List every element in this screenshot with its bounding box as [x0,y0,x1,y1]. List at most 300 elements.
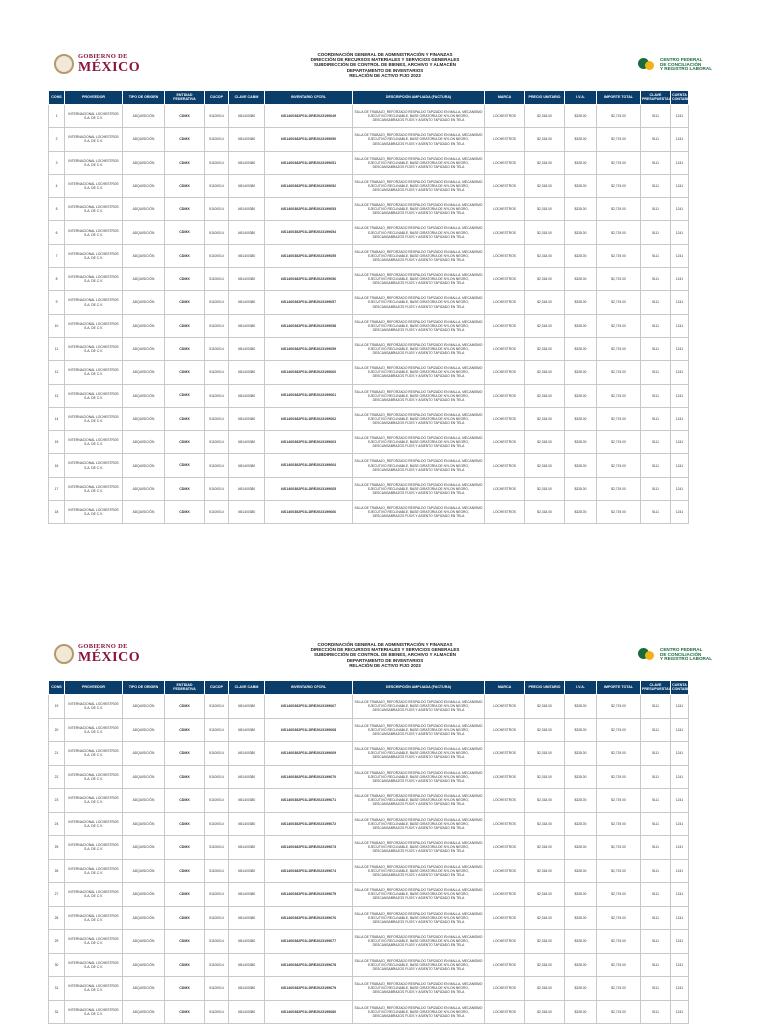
table-row [49,477,689,500]
cell-inventario: I4S1400382F01LDRE2023199666 [265,501,353,524]
cell-origen: ADQUISICIÓN [123,501,165,524]
cell-iva: $328.00 [565,742,597,766]
cell-cabm: I451400380 [229,431,265,454]
cell-cucop: 51100014 [205,1000,229,1024]
cell-iva: $328.00 [565,337,597,360]
cell-cuenta: 1241 [671,174,689,197]
gobierno-de-mexico-logo [54,54,140,75]
cell-proveedor: INTERNACIONAL LOCHESTROS S.A. DE C.V. [65,407,123,430]
cell-clave: 5111 [641,977,671,1001]
cell-cons: 1 [49,105,65,128]
cell-marca: LOCHESTROS [485,244,525,267]
column-header: TIPO DE ORIGEN [123,91,165,105]
cell-cons: 8 [49,268,65,291]
cell-importe: $2,719.00 [597,695,641,719]
cell-entidad: CDMX [165,431,205,454]
table-header-row [49,91,689,105]
cell-cons: 20 [49,718,65,742]
cell-marca: LOCHESTROS [485,291,525,314]
cell-cabm: I451400380 [229,789,265,813]
cell-cucop: 51100014 [205,859,229,883]
table-row [49,906,689,930]
cell-inventario: I4S1400382F01LDRE2023199669 [265,742,353,766]
cell-proveedor: INTERNACIONAL LOCHESTROS S.A. DE C.V. [65,789,123,813]
cell-cucop: 51100014 [205,314,229,337]
cell-proveedor: INTERNACIONAL LOCHESTROS S.A. DE C.V. [65,718,123,742]
cell-entidad: CDMX [165,337,205,360]
document-page-1 [0,40,768,519]
table-row [49,384,689,407]
cell-origen: ADQUISICIÓN [123,859,165,883]
cell-cucop: 51100014 [205,244,229,267]
table-row [49,361,689,384]
cell-entidad: CDMX [165,454,205,477]
cell-cuenta: 1241 [671,268,689,291]
cell-inventario: I4S1400382F01LDRE2023199655 [265,244,353,267]
cell-marca: LOCHESTROS [485,337,525,360]
cell-clave: 5111 [641,454,671,477]
cell-descripcion: SILLA DE TRABAJO_REFORZADO RESPALDO TAPIZADO EN MALLA, MECANISMO EJECUTIVO RECLINABLE, BASE GIRATORIA DE NYLON NEGRO, DESCANSABRAZOS FIJOS Y ASIENTO TAPIZADO EN TELA [353,977,485,1001]
title-line: COORDINACIÓN GENERAL DE ADMINISTRACIÓN Y FINANZAS [317,642,453,647]
cell-entidad: CDMX [165,718,205,742]
cell-marca: LOCHESTROS [485,221,525,244]
cell-inventario: I4S1400382F01LDRE2023199665 [265,477,353,500]
cell-descripcion: SILLA DE TRABAJO_REFORZADO RESPALDO TAPIZADO EN MALLA, MECANISMO EJECUTIVO RECLINABLE, BASE GIRATORIA DE NYLON NEGRO, DESCANSABRAZOS FIJOS Y ASIENTO TAPIZADO EN TELA [353,198,485,221]
column-header: INVENTARIO CFCRL [265,91,353,105]
cell-cuenta: 1241 [671,765,689,789]
cell-proveedor: INTERNACIONAL LOCHESTROS S.A. DE C.V. [65,244,123,267]
cell-importe: $2,719.00 [597,789,641,813]
cell-entidad: CDMX [165,742,205,766]
cell-importe: $2,719.00 [597,221,641,244]
table-row [49,930,689,954]
cell-descripcion: SILLA DE TRABAJO_REFORZADO RESPALDO TAPIZADO EN MALLA, MECANISMO EJECUTIVO RECLINABLE, BASE GIRATORIA DE NYLON NEGRO, DESCANSABRAZOS FIJOS Y ASIENTO TAPIZADO EN TELA [353,151,485,174]
cell-inventario: I4S1400382F01LDRE2023199675 [265,883,353,907]
cell-origen: ADQUISICIÓN [123,431,165,454]
cell-proveedor: INTERNACIONAL LOCHESTROS S.A. DE C.V. [65,765,123,789]
column-header: CLAVE CABM [229,681,265,695]
cell-iva: $328.00 [565,859,597,883]
title-line: COORDINACIÓN GENERAL DE ADMINISTRACIÓN Y FINANZAS [317,52,453,57]
cfcrl-text-line: DE CONCILIACIÓN [660,61,702,67]
cell-cabm: I451400380 [229,291,265,314]
cell-entidad: CDMX [165,859,205,883]
cell-marca: LOCHESTROS [485,477,525,500]
table-row [49,501,689,524]
cell-precio: $2,318.00 [525,431,565,454]
table-row [49,291,689,314]
cell-importe: $2,719.00 [597,174,641,197]
table-header-row [49,681,689,695]
cell-proveedor: INTERNACIONAL LOCHESTROS S.A. DE C.V. [65,268,123,291]
cell-cuenta: 1241 [671,883,689,907]
cell-clave: 5111 [641,789,671,813]
table-row [49,812,689,836]
cell-entidad: CDMX [165,407,205,430]
cell-precio: $2,318.00 [525,105,565,128]
cell-precio: $2,318.00 [525,742,565,766]
cell-clave: 5111 [641,174,671,197]
cell-iva: $328.00 [565,930,597,954]
cell-clave: 5111 [641,128,671,151]
cell-origen: ADQUISICIÓN [123,953,165,977]
cell-marca: LOCHESTROS [485,268,525,291]
cell-proveedor: INTERNACIONAL LOCHESTROS S.A. DE C.V. [65,742,123,766]
cell-descripcion: SILLA DE TRABAJO_REFORZADO RESPALDO TAPIZADO EN MALLA, MECANISMO EJECUTIVO RECLINABLE, BASE GIRATORIA DE NYLON NEGRO, DESCANSABRAZOS FIJOS Y ASIENTO TAPIZADO EN TELA [353,314,485,337]
cell-cabm: I451400380 [229,930,265,954]
title-line: SUBDIRECCIÓN DE CONTROL DE BIENES, ARCHIVO Y ALMACÉN [314,62,456,68]
cell-importe: $2,719.00 [597,314,641,337]
cell-cabm: I451400380 [229,1000,265,1024]
cell-inventario: I4S1400382F01LDRE2023199678 [265,953,353,977]
cell-cucop: 51100014 [205,977,229,1001]
cell-origen: ADQUISICIÓN [123,883,165,907]
cell-cucop: 51100014 [205,174,229,197]
cell-importe: $2,719.00 [597,718,641,742]
cell-clave: 5111 [641,695,671,719]
cell-cucop: 51100014 [205,695,229,719]
cell-clave: 5111 [641,198,671,221]
cell-cuenta: 1241 [671,718,689,742]
cell-marca: LOCHESTROS [485,361,525,384]
cell-origen: ADQUISICIÓN [123,742,165,766]
cell-precio: $2,318.00 [525,174,565,197]
cell-clave: 5111 [641,953,671,977]
cfcrl-mark-icon [638,646,656,664]
cell-marca: LOCHESTROS [485,953,525,977]
cell-descripcion: SILLA DE TRABAJO_REFORZADO RESPALDO TAPIZADO EN MALLA, MECANISMO EJECUTIVO RECLINABLE, BASE GIRATORIA DE NYLON NEGRO, DESCANSABRAZOS FIJOS Y ASIENTO TAPIZADO EN TELA [353,477,485,500]
column-header: TIPO DE ORIGEN [123,681,165,695]
cell-iva: $328.00 [565,765,597,789]
cell-proveedor: INTERNACIONAL LOCHESTROS S.A. DE C.V. [65,695,123,719]
title-line: RELACIÓN DE ACTIVO FIJO 2023 [349,662,421,668]
cell-cucop: 51100014 [205,742,229,766]
cell-importe: $2,719.00 [597,198,641,221]
cell-importe: $2,719.00 [597,859,641,883]
cell-cucop: 51100014 [205,836,229,860]
cell-descripcion: SILLA DE TRABAJO_REFORZADO RESPALDO TAPIZADO EN MALLA, MECANISMO EJECUTIVO RECLINABLE, BASE GIRATORIA DE NYLON NEGRO, DESCANSABRAZOS FIJOS Y ASIENTO TAPIZADO EN TELA [353,695,485,719]
cell-clave: 5111 [641,883,671,907]
cell-cons: 23 [49,789,65,813]
column-header: ENTIDAD FEDERATIVA [165,91,205,105]
cell-marca: LOCHESTROS [485,407,525,430]
cell-proveedor: INTERNACIONAL LOCHESTROS S.A. DE C.V. [65,221,123,244]
cell-cuenta: 1241 [671,105,689,128]
cell-precio: $2,318.00 [525,953,565,977]
cell-origen: ADQUISICIÓN [123,477,165,500]
cell-marca: LOCHESTROS [485,151,525,174]
cell-clave: 5111 [641,765,671,789]
column-header: INVENTARIO CFCRL [265,681,353,695]
cell-cabm: I451400380 [229,859,265,883]
inventory-table [48,90,692,524]
cell-cons: 10 [49,314,65,337]
cell-cons: 4 [49,174,65,197]
cell-cucop: 51100014 [205,407,229,430]
cell-descripcion: SILLA DE TRABAJO_REFORZADO RESPALDO TAPIZADO EN MALLA, MECANISMO EJECUTIVO RECLINABLE, BASE GIRATORIA DE NYLON NEGRO, DESCANSABRAZOS FIJOS Y ASIENTO TAPIZADO EN TELA [353,221,485,244]
cell-precio: $2,318.00 [525,244,565,267]
cell-origen: ADQUISICIÓN [123,198,165,221]
cell-importe: $2,719.00 [597,151,641,174]
cell-entidad: CDMX [165,812,205,836]
cell-origen: ADQUISICIÓN [123,221,165,244]
table-row [49,836,689,860]
cell-proveedor: INTERNACIONAL LOCHESTROS S.A. DE C.V. [65,198,123,221]
cell-precio: $2,318.00 [525,930,565,954]
cell-cons: 12 [49,361,65,384]
cell-precio: $2,318.00 [525,454,565,477]
cell-proveedor: INTERNACIONAL LOCHESTROS S.A. DE C.V. [65,291,123,314]
cell-cucop: 51100014 [205,883,229,907]
cell-cons: 19 [49,695,65,719]
cell-entidad: CDMX [165,1000,205,1024]
cell-cuenta: 1241 [671,742,689,766]
column-header: CUENTA CONTABLE [671,91,689,105]
cell-cons: 17 [49,477,65,500]
cell-inventario: I4S1400382F01LDRE2023199673 [265,836,353,860]
cell-entidad: CDMX [165,477,205,500]
cell-cucop: 51100014 [205,291,229,314]
table-row [49,244,689,267]
cell-cuenta: 1241 [671,454,689,477]
column-header: PROVEEDOR [65,681,123,695]
cell-entidad: CDMX [165,695,205,719]
table-row [49,105,689,128]
cell-marca: LOCHESTROS [485,314,525,337]
cell-cons: 11 [49,337,65,360]
cell-proveedor: INTERNACIONAL LOCHESTROS S.A. DE C.V. [65,906,123,930]
cell-clave: 5111 [641,314,671,337]
cell-entidad: CDMX [165,268,205,291]
cell-inventario: I4S1400382F01LDRE2023199658 [265,314,353,337]
gobierno-de-mexico-logo [54,644,140,665]
cell-marca: LOCHESTROS [485,384,525,407]
cell-entidad: CDMX [165,906,205,930]
cell-cuenta: 1241 [671,836,689,860]
cell-inventario: I4S1400382F01LDRE2023199661 [265,384,353,407]
cell-marca: LOCHESTROS [485,812,525,836]
page-header [0,40,768,90]
cell-clave: 5111 [641,337,671,360]
logo-big-text: MÉXICO [78,59,141,75]
cell-cuenta: 1241 [671,198,689,221]
column-header: I.V.A. [565,91,597,105]
cell-iva: $328.00 [565,906,597,930]
cell-clave: 5111 [641,718,671,742]
cell-cabm: I451400380 [229,977,265,1001]
cell-inventario: I4S1400382F01LDRE2023199671 [265,789,353,813]
cell-entidad: CDMX [165,765,205,789]
cell-cons: 6 [49,221,65,244]
mexico-seal-icon [54,644,74,664]
cell-cons: 18 [49,501,65,524]
cell-origen: ADQUISICIÓN [123,906,165,930]
cell-marca: LOCHESTROS [485,836,525,860]
cfcrl-text-line: DE CONCILIACIÓN [660,651,702,657]
cell-importe: $2,719.00 [597,337,641,360]
table-row [49,1000,689,1024]
cell-precio: $2,318.00 [525,718,565,742]
cell-proveedor: INTERNACIONAL LOCHESTROS S.A. DE C.V. [65,836,123,860]
cell-descripcion: SILLA DE TRABAJO_REFORZADO RESPALDO TAPIZADO EN MALLA, MECANISMO EJECUTIVO RECLINABLE, BASE GIRATORIA DE NYLON NEGRO, DESCANSABRAZOS FIJOS Y ASIENTO TAPIZADO EN TELA [353,930,485,954]
cell-marca: LOCHESTROS [485,789,525,813]
cell-precio: $2,318.00 [525,765,565,789]
cell-marca: LOCHESTROS [485,765,525,789]
cell-origen: ADQUISICIÓN [123,105,165,128]
cell-clave: 5111 [641,244,671,267]
cell-cons: 25 [49,836,65,860]
column-header: CUCOP [205,91,229,105]
cell-clave: 5111 [641,836,671,860]
cell-inventario: I4S1400382F01LDRE2023199657 [265,291,353,314]
cell-cons: 27 [49,883,65,907]
cell-clave: 5111 [641,268,671,291]
cell-cucop: 51100014 [205,718,229,742]
cell-importe: $2,719.00 [597,812,641,836]
cell-precio: $2,318.00 [525,337,565,360]
cell-origen: ADQUISICIÓN [123,244,165,267]
cell-descripcion: SILLA DE TRABAJO_REFORZADO RESPALDO TAPIZADO EN MALLA, MECANISMO EJECUTIVO RECLINABLE, BASE GIRATORIA DE NYLON NEGRO, DESCANSABRAZOS FIJOS Y ASIENTO TAPIZADO EN TELA [353,765,485,789]
cell-iva: $328.00 [565,314,597,337]
cell-inventario: I4S1400382F01LDRE2023199654 [265,221,353,244]
cfcrl-logo [638,56,712,74]
cell-origen: ADQUISICIÓN [123,337,165,360]
cell-proveedor: INTERNACIONAL LOCHESTROS S.A. DE C.V. [65,501,123,524]
cell-cons: 28 [49,906,65,930]
cell-cons: 30 [49,953,65,977]
cell-entidad: CDMX [165,501,205,524]
cell-descripcion: SILLA DE TRABAJO_REFORZADO RESPALDO TAPIZADO EN MALLA, MECANISMO EJECUTIVO RECLINABLE, BASE GIRATORIA DE NYLON NEGRO, DESCANSABRAZOS FIJOS Y ASIENTO TAPIZADO EN TELA [353,244,485,267]
cell-cucop: 51100014 [205,198,229,221]
cell-iva: $328.00 [565,174,597,197]
column-header: MARCA [485,681,525,695]
cell-precio: $2,318.00 [525,477,565,500]
cell-origen: ADQUISICIÓN [123,151,165,174]
cell-descripcion: SILLA DE TRABAJO_REFORZADO RESPALDO TAPIZADO EN MALLA, MECANISMO EJECUTIVO RECLINABLE, BASE GIRATORIA DE NYLON NEGRO, DESCANSABRAZOS FIJOS Y ASIENTO TAPIZADO EN TELA [353,384,485,407]
cell-precio: $2,318.00 [525,859,565,883]
cell-importe: $2,719.00 [597,361,641,384]
cell-cons: 3 [49,151,65,174]
cell-precio: $2,318.00 [525,836,565,860]
cell-inventario: I4S1400382F01LDRE2023199667 [265,695,353,719]
cell-iva: $328.00 [565,977,597,1001]
cell-cucop: 51100014 [205,812,229,836]
cell-descripcion: SILLA DE TRABAJO_REFORZADO RESPALDO TAPIZADO EN MALLA, MECANISMO EJECUTIVO RECLINABLE, BASE GIRATORIA DE NYLON NEGRO, DESCANSABRAZOS FIJOS Y ASIENTO TAPIZADO EN TELA [353,906,485,930]
cell-cucop: 51100014 [205,128,229,151]
cell-iva: $328.00 [565,221,597,244]
cell-precio: $2,318.00 [525,883,565,907]
cell-cabm: I451400380 [229,174,265,197]
cell-descripcion: SILLA DE TRABAJO_REFORZADO RESPALDO TAPIZADO EN MALLA, MECANISMO EJECUTIVO RECLINABLE, BASE GIRATORIA DE NYLON NEGRO, DESCANSABRAZOS FIJOS Y ASIENTO TAPIZADO EN TELA [353,1000,485,1024]
cell-precio: $2,318.00 [525,291,565,314]
cell-iva: $328.00 [565,501,597,524]
cell-cuenta: 1241 [671,812,689,836]
table-row [49,789,689,813]
table-row [49,883,689,907]
table-row [49,198,689,221]
cell-importe: $2,719.00 [597,407,641,430]
cell-marca: LOCHESTROS [485,431,525,454]
table-row [49,128,689,151]
cell-origen: ADQUISICIÓN [123,930,165,954]
cell-inventario: I4S1400382F01LDRE2023199649 [265,105,353,128]
cell-precio: $2,318.00 [525,128,565,151]
cell-cabm: I451400380 [229,128,265,151]
cell-cabm: I451400380 [229,221,265,244]
cell-cabm: I451400380 [229,244,265,267]
cell-cuenta: 1241 [671,477,689,500]
cell-entidad: CDMX [165,314,205,337]
column-header: CUCOP [205,681,229,695]
cell-cabm: I451400380 [229,742,265,766]
cell-precio: $2,318.00 [525,407,565,430]
title-line: DIRECCIÓN DE RECURSOS MATERIALES Y SERVICIOS GENERALES [310,647,460,653]
cell-inventario: I4S1400382F01LDRE2023199660 [265,361,353,384]
cell-importe: $2,719.00 [597,977,641,1001]
cell-entidad: CDMX [165,198,205,221]
cell-proveedor: INTERNACIONAL LOCHESTROS S.A. DE C.V. [65,174,123,197]
cell-inventario: I4S1400382F01LDRE2023199653 [265,198,353,221]
cell-origen: ADQUISICIÓN [123,765,165,789]
cell-marca: LOCHESTROS [485,454,525,477]
table-row [49,859,689,883]
column-header: IMPORTE TOTAL [597,681,641,695]
cell-origen: ADQUISICIÓN [123,384,165,407]
cell-clave: 5111 [641,742,671,766]
cell-marca: LOCHESTROS [485,883,525,907]
cell-cabm: I451400380 [229,718,265,742]
cell-proveedor: INTERNACIONAL LOCHESTROS S.A. DE C.V. [65,953,123,977]
cell-cucop: 51100014 [205,906,229,930]
cell-precio: $2,318.00 [525,501,565,524]
cell-proveedor: INTERNACIONAL LOCHESTROS S.A. DE C.V. [65,1000,123,1024]
cell-iva: $328.00 [565,151,597,174]
cell-iva: $328.00 [565,789,597,813]
cell-proveedor: INTERNACIONAL LOCHESTROS S.A. DE C.V. [65,384,123,407]
cell-cuenta: 1241 [671,407,689,430]
cell-marca: LOCHESTROS [485,501,525,524]
cell-iva: $328.00 [565,244,597,267]
table-row [49,268,689,291]
cell-importe: $2,719.00 [597,431,641,454]
table-row [49,977,689,1001]
cell-proveedor: INTERNACIONAL LOCHESTROS S.A. DE C.V. [65,812,123,836]
cell-cuenta: 1241 [671,789,689,813]
cell-cabm: I451400380 [229,407,265,430]
cell-iva: $328.00 [565,361,597,384]
cfcrl-text-line: Y REGISTRO LABORAL [660,66,712,72]
cell-cabm: I451400380 [229,337,265,360]
cell-cuenta: 1241 [671,291,689,314]
cell-iva: $328.00 [565,812,597,836]
cell-descripcion: SILLA DE TRABAJO_REFORZADO RESPALDO TAPIZADO EN MALLA, MECANISMO EJECUTIVO RECLINABLE, BASE GIRATORIA DE NYLON NEGRO, DESCANSABRAZOS FIJOS Y ASIENTO TAPIZADO EN TELA [353,174,485,197]
column-header: CONS [49,681,65,695]
cell-importe: $2,719.00 [597,244,641,267]
cell-importe: $2,719.00 [597,105,641,128]
cell-inventario: I4S1400382F01LDRE2023199668 [265,718,353,742]
cell-cabm: I451400380 [229,105,265,128]
cell-proveedor: INTERNACIONAL LOCHESTROS S.A. DE C.V. [65,454,123,477]
title-line: DEPARTAMENTO DE INVENTARIOS [346,657,424,663]
column-header: CLAVE PRESUPUESTAL [641,681,671,695]
cell-cabm: I451400380 [229,151,265,174]
table-row [49,221,689,244]
cell-marca: LOCHESTROS [485,718,525,742]
cell-marca: LOCHESTROS [485,695,525,719]
cell-cucop: 51100014 [205,384,229,407]
cell-cuenta: 1241 [671,314,689,337]
cell-importe: $2,719.00 [597,384,641,407]
